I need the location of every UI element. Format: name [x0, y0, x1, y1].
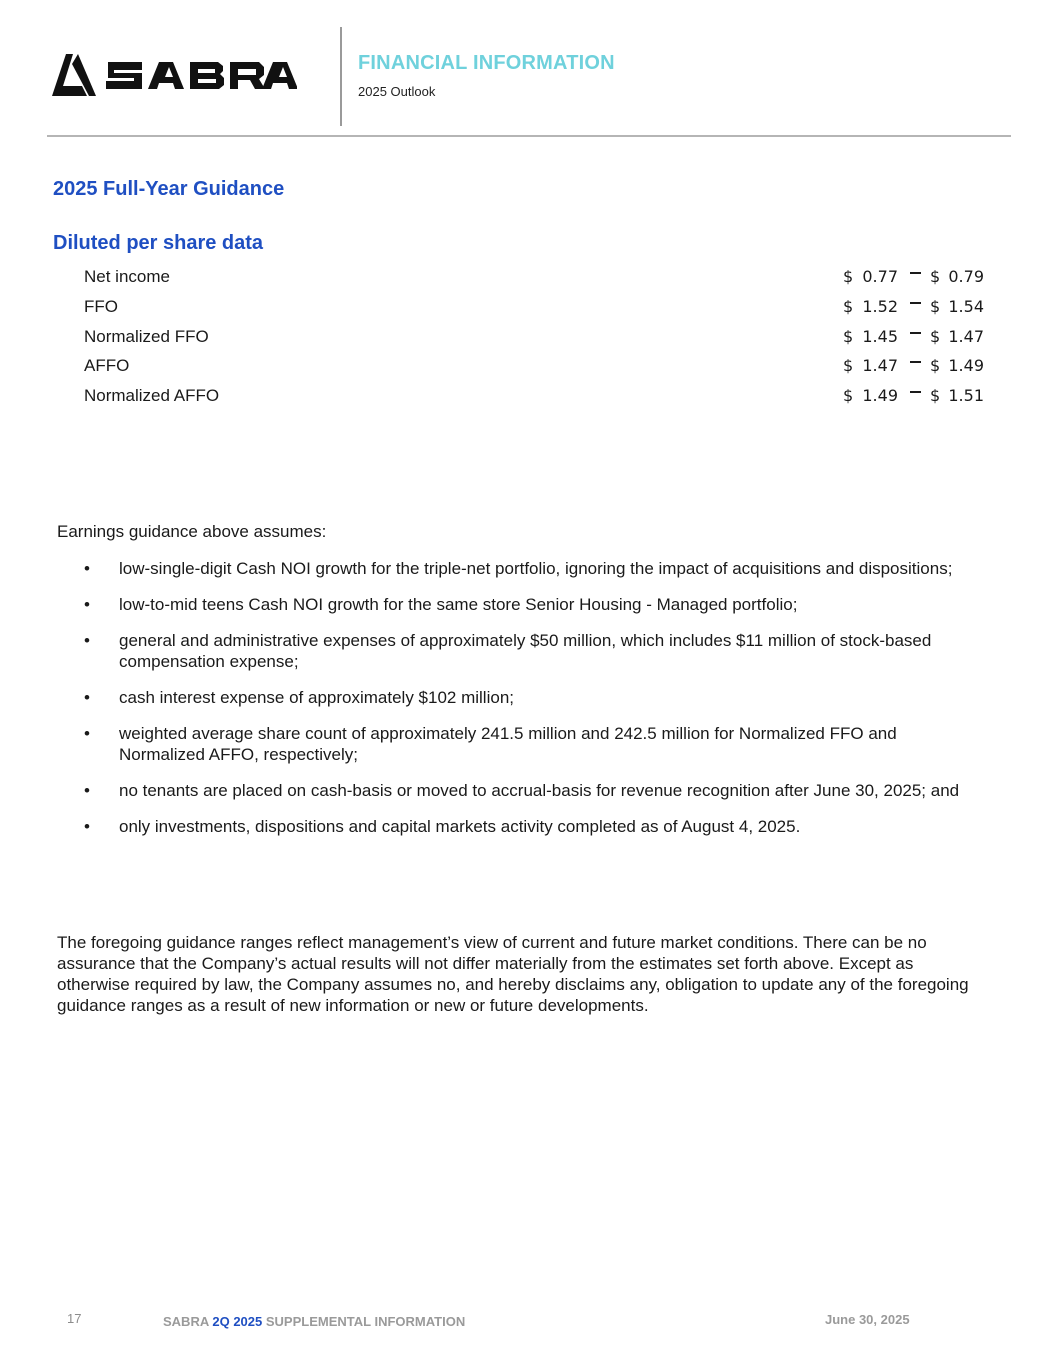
guidance-table: [84, 265, 984, 414]
currency-symbol: $: [843, 356, 854, 376]
footer-title: [163, 1314, 465, 1329]
row-label: Normalized AFFO: [84, 386, 220, 405]
list-item: [84, 780, 984, 801]
guidance-row: [84, 354, 984, 384]
sabra-logo: [52, 50, 297, 100]
low-value: 1.49: [862, 386, 898, 405]
bullet-icon: •: [84, 817, 90, 836]
row-label: AFFO: [84, 356, 130, 376]
currency-symbol: $: [930, 386, 941, 405]
per-share-heading: Diluted per share data: [53, 232, 264, 254]
low-value: 0.77: [862, 267, 898, 286]
range-dash: [910, 332, 921, 334]
page-number: 17: [67, 1311, 82, 1326]
guidance-row: [84, 265, 984, 295]
disclaimer-paragraph: The foregoing guidance ranges reflect management’s view of current and future market conditions. There can be no assurance that the Company’s actual results will not differ materially from the estimates set forth above. Except as otherwise required by law, the Company assumes no, and hereby disclaims any, obligation to update any of the foregoing guidance ranges as a result of new information or new or future developments.: [57, 933, 969, 1015]
assumptions-list: [84, 558, 984, 852]
currency-symbol: $: [843, 296, 854, 316]
list-item-text: cash interest expense of approximately $102 million;: [119, 688, 514, 707]
footer-date: June 30, 2025: [825, 1312, 910, 1327]
header-rule: [47, 135, 1011, 137]
currency-symbol: $: [930, 356, 941, 376]
section-subtitle: 2025 Outlook: [358, 84, 436, 99]
high-value: 1.49: [948, 356, 984, 376]
bullet-icon: •: [84, 781, 90, 800]
list-item: [84, 630, 984, 672]
high-value: 0.79: [948, 267, 984, 286]
range-dash: [910, 391, 921, 393]
range-dash: [910, 302, 921, 304]
currency-symbol: $: [930, 326, 941, 346]
bullet-icon: •: [84, 688, 90, 707]
list-item: [84, 723, 984, 765]
high-value: 1.47: [948, 326, 984, 346]
bullet-icon: •: [84, 724, 90, 743]
guidance-heading: 2025 Full-Year Guidance: [53, 178, 285, 200]
low-value: 1.45: [862, 326, 898, 346]
section-title: FINANCIAL INFORMATION: [358, 52, 615, 74]
list-item: [84, 816, 984, 837]
list-item-text: general and administrative expenses of approximately $50 million, which includes $11 million of stock-based compensation expense;: [119, 631, 932, 671]
list-item-text: only investments, dispositions and capital markets activity completed as of August 4, 2025.: [119, 817, 801, 836]
guidance-row: [84, 295, 984, 325]
row-label: FFO: [84, 296, 118, 316]
assumptions-intro: Earnings guidance above assumes:: [57, 522, 327, 541]
list-item-text: weighted average share count of approximately 241.5 million and 242.5 million for Normalized FFO and Normalized AFFO, respectively;: [119, 724, 897, 764]
list-item-text: no tenants are placed on cash-basis or moved to accrual-basis for revenue recognition after June 30, 2025; and: [119, 781, 960, 800]
range-dash: [910, 361, 921, 363]
bullet-icon: •: [84, 595, 90, 614]
footer-period: 2Q 2025: [212, 1314, 263, 1329]
list-item: [84, 558, 984, 579]
bullet-icon: •: [84, 559, 90, 578]
row-label: Normalized FFO: [84, 326, 209, 346]
low-value: 1.52: [862, 296, 898, 316]
currency-symbol: $: [930, 267, 941, 286]
currency-symbol: $: [843, 326, 854, 346]
guidance-row: [84, 325, 984, 355]
bullet-icon: •: [84, 631, 90, 650]
header-divider: [340, 27, 342, 126]
high-value: 1.54: [948, 296, 984, 316]
footer-company: SABRA: [163, 1314, 209, 1329]
currency-symbol: $: [930, 296, 941, 316]
range-dash: [910, 272, 921, 274]
currency-symbol: $: [843, 267, 854, 286]
high-value: 1.51: [948, 386, 984, 405]
low-value: 1.47: [862, 356, 898, 376]
list-item: [84, 594, 984, 615]
list-item-text: low-single-digit Cash NOI growth for the triple-net portfolio, ignoring the impact of acquisitions and dispositions;: [119, 559, 953, 578]
footer-doc-title: SUPPLEMENTAL INFORMATION: [265, 1314, 466, 1329]
row-label: Net income: [84, 267, 170, 286]
list-item: [84, 687, 984, 708]
guidance-row: [84, 384, 984, 414]
currency-symbol: $: [843, 386, 854, 405]
list-item-text: low-to-mid teens Cash NOI growth for the same store Senior Housing - Managed portfolio;: [119, 595, 798, 614]
